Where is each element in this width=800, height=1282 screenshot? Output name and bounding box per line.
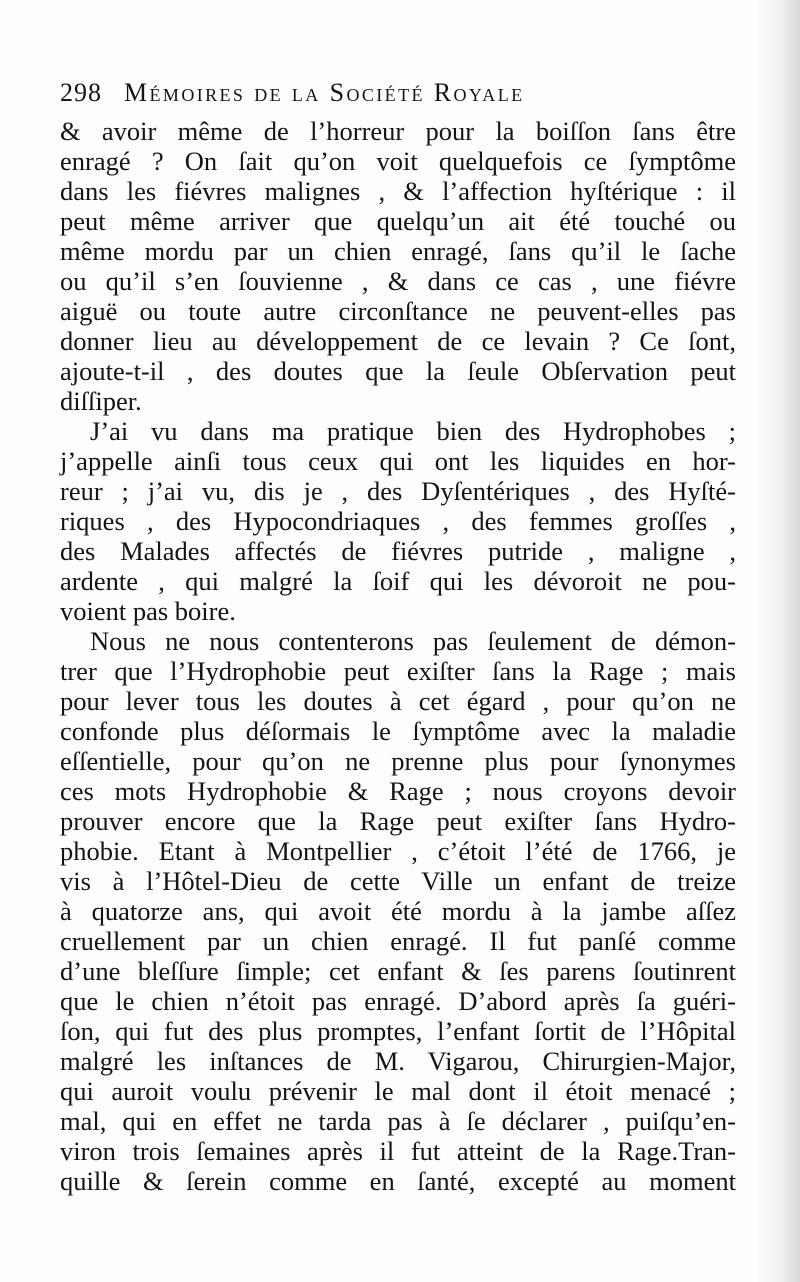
page-header [60,78,750,108]
text-line: d’une bleſſure ſimple; cet enfant & ſes parens ſoutinrent [60,956,736,986]
text-line: qui auroit voulu prévenir le mal dont il étoit menacé ; [60,1076,736,1106]
text-line: malgré les inſtances de M. Vigarou, Chirurgien-Major, [60,1046,736,1076]
text-line: cruellement par un chien enragé. Il fut panſé comme [60,926,736,956]
running-head: Mémoires de la Société Royale [124,78,525,107]
text-line: quille & ſerein comme en ſanté, excepté au moment [60,1166,736,1196]
text-line: des Malades affectés de fiévres putride , maligne , [60,536,736,566]
text-line: à quatorze ans, qui avoit été mordu à la jambe aſſez [60,896,736,926]
text-line: vis à l’Hôtel-Dieu de cette Ville un enfant de treize [60,866,736,896]
paragraph-start: J’ai vu dans ma pratique bien des Hydrophobes ; [90,416,736,446]
paragraph-start: Nous ne nous contenterons pas ſeulement de démon- [90,626,736,656]
text-line: mal, qui en effet ne tarda pas à ſe déclarer , puiſqu’en- [60,1106,736,1136]
text-line: eſſentielle, pour qu’on ne prenne plus pour ſynonymes [60,746,736,776]
page-edge-shadow [756,0,800,1282]
text-line: prouver encore que la Rage peut exiſter ſans Hydro- [60,806,736,836]
text-line: & avoir même de l’horreur pour la boiſſon ſans être [60,116,736,146]
text-line: trer que l’Hydrophobie peut exiſter ſans la Rage ; mais [60,656,736,686]
text-line: ou qu’il s’en ſouvienne , & dans ce cas , une fiévre [60,266,736,296]
text-line: que le chien n’étoit pas enragé. D’abord après ſa guéri- [60,986,736,1016]
text-line: pour lever tous les doutes à cet égard , pour qu’on ne [60,686,736,716]
text-line: dans les fiévres malignes , & l’affection hyſtérique : il [60,176,736,206]
text-line: diſſiper. [60,386,142,416]
text-line: ſon, qui fut des plus promptes, l’enfant ſortit de l’Hôpital [60,1016,736,1046]
text-line: donner lieu au développement de ce levain ? Ce ſont, [60,326,736,356]
text-line: ardente , qui malgré la ſoif qui les dévoroit ne pou- [60,566,736,596]
text-line: reur ; j’ai vu, dis je , des Dyſentériques , des Hyſté- [60,476,736,506]
text-line: j’appelle ainſi tous ceux qui ont les liquides en hor- [60,446,736,476]
text-line: ces mots Hydrophobie & Rage ; nous croyons devoir [60,776,736,806]
text-line: même mordu par un chien enragé, ſans qu’il le ſache [60,236,736,266]
text-line: aiguë ou toute autre circonſtance ne peuvent-elles pas [60,296,736,326]
text-line: peut même arriver que quelqu’un ait été touché ou [60,206,736,236]
text-line: voient pas boire. [60,596,236,626]
text-line: viron trois ſemaines après il fut atteint de la Rage.Tran- [60,1136,736,1166]
text-line: confonde plus déſormais le ſymptôme avec la maladie [60,716,736,746]
text-line: riques , des Hypocondriaques , des femmes groſſes , [60,506,736,536]
text-line: enragé ? On ſait qu’on voit quelquefois ce ſymptôme [60,146,736,176]
text-line: phobie. Etant à Montpellier , c’étoit l’été de 1766, je [60,836,736,866]
text-line: ajoute-t-il , des doutes que la ſeule Obſervation peut [60,356,736,386]
page-number: 298 [60,78,102,107]
